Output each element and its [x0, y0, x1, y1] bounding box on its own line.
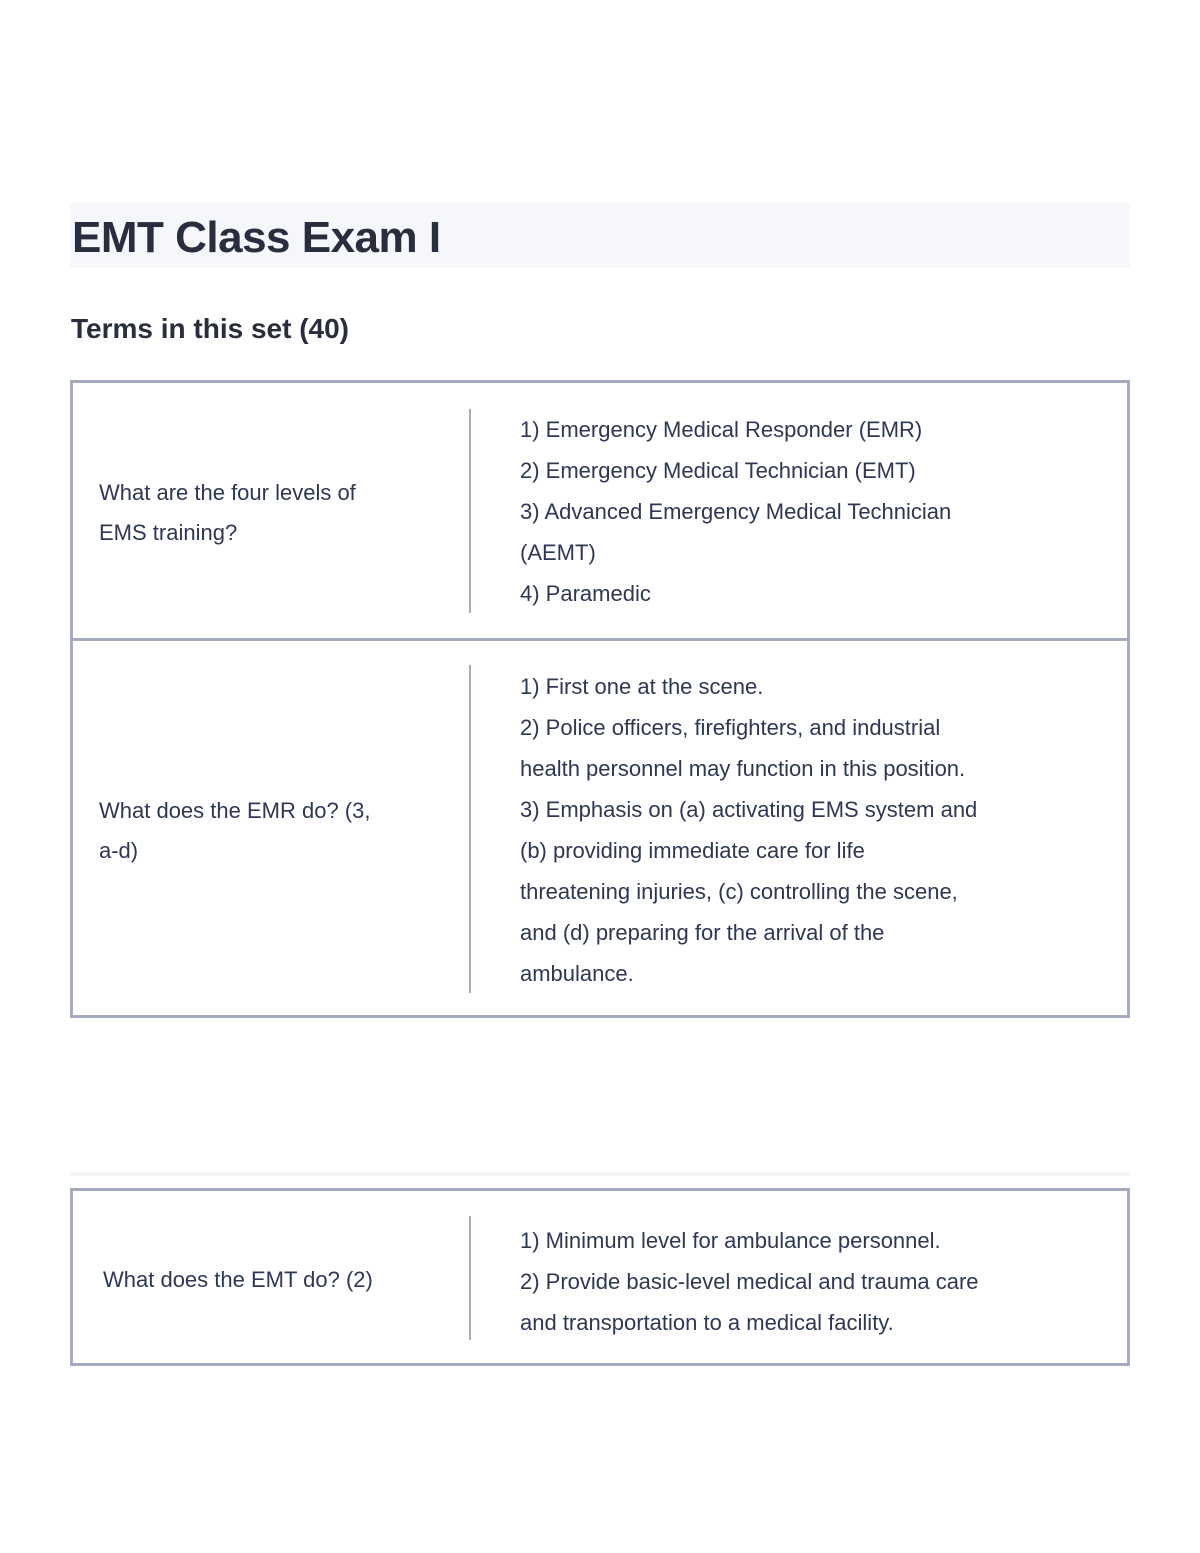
- definition-line: (b) providing immediate care for life: [520, 838, 865, 863]
- definition-line: 2) Emergency Medical Technician (EMT): [520, 458, 916, 483]
- definition-line: 4) Paramedic: [520, 581, 651, 606]
- definition-line: and transportation to a medical facility.: [520, 1310, 894, 1335]
- flashcard-row: [73, 638, 1127, 1015]
- term-line: What does the EMT do? (2): [103, 1267, 373, 1292]
- definition-line: 1) First one at the scene.: [520, 674, 764, 699]
- card-group-2: [70, 1188, 1130, 1366]
- definition-text: [520, 409, 1080, 614]
- definition-line: 2) Police officers, firefighters, and industrial: [520, 715, 941, 740]
- page-title: EMT Class Exam I: [72, 213, 441, 262]
- term-definition-divider: [469, 409, 471, 613]
- card-group-1: [70, 380, 1130, 1018]
- definition-text: [520, 666, 1080, 994]
- page-separator: [70, 1172, 1130, 1176]
- term-line: What does the EMR do? (3,: [99, 798, 371, 823]
- definition-line: and (d) preparing for the arrival of the: [520, 920, 885, 945]
- term-line: a-d): [99, 838, 139, 863]
- term-text: [99, 791, 419, 871]
- definition-line: 3) Advanced Emergency Medical Technician: [520, 499, 952, 524]
- term-line: EMS training?: [99, 520, 238, 545]
- definition-line: threatening injuries, (c) controlling the scene,: [520, 879, 958, 904]
- flashcard-row: [73, 383, 1127, 638]
- definition-line: 3) Emphasis on (a) activating EMS system and: [520, 797, 978, 822]
- definition-text: [520, 1220, 1080, 1343]
- term-line: What are the four levels of: [99, 480, 356, 505]
- term-text: [103, 1260, 423, 1300]
- term-definition-divider: [469, 1216, 471, 1340]
- terms-count-heading: Terms in this set (40): [71, 313, 350, 344]
- definition-line: 1) Emergency Medical Responder (EMR): [520, 417, 923, 442]
- definition-line: ambulance.: [520, 961, 634, 986]
- definition-line: (AEMT): [520, 540, 596, 565]
- definition-line: 1) Minimum level for ambulance personnel.: [520, 1228, 941, 1253]
- term-definition-divider: [469, 665, 471, 993]
- definition-line: 2) Provide basic-level medical and trauma care: [520, 1269, 979, 1294]
- flashcard-row: [73, 1191, 1127, 1363]
- term-text: [99, 473, 419, 553]
- definition-line: health personnel may function in this position.: [520, 756, 966, 781]
